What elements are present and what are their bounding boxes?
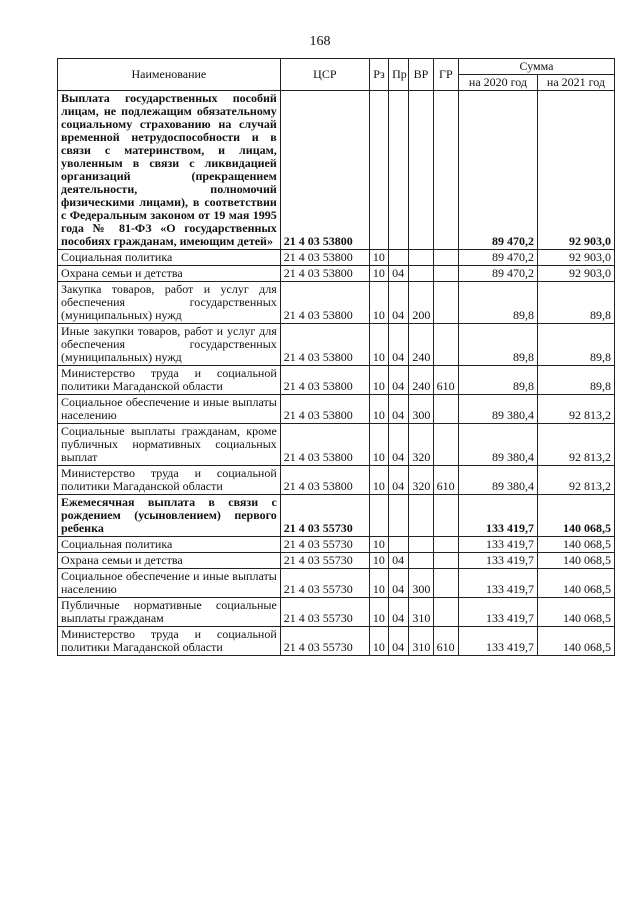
cell-vr: 300	[409, 569, 433, 598]
cell-amount-2020: 89 380,4	[458, 466, 537, 495]
header-rz: Рз	[369, 59, 388, 91]
cell-vr: 310	[409, 627, 433, 656]
cell-amount-2020: 133 419,7	[458, 598, 537, 627]
cell-amount-2021: 89,8	[537, 282, 614, 324]
cell-rz: 10	[369, 324, 388, 366]
cell-amount-2020: 89,8	[458, 366, 537, 395]
cell-rz: 10	[369, 569, 388, 598]
cell-name: Социальное обеспечение и иные выплаты населению	[58, 569, 281, 598]
cell-amount-2021: 140 068,5	[537, 569, 614, 598]
cell-rz: 10	[369, 395, 388, 424]
cell-pr: 04	[389, 266, 409, 282]
cell-pr	[389, 91, 409, 250]
table-row	[58, 466, 615, 495]
cell-name: Ежемесячная выплата в связи с рождением (усыновлением) первого ребенка	[58, 495, 281, 537]
table-row	[58, 250, 615, 266]
table-row	[58, 569, 615, 598]
cell-pr: 04	[389, 424, 409, 466]
cell-amount-2021: 92 903,0	[537, 91, 614, 250]
cell-gr	[433, 424, 458, 466]
cell-amount-2021: 140 068,5	[537, 553, 614, 569]
cell-gr: 610	[433, 627, 458, 656]
cell-rz	[369, 495, 388, 537]
cell-amount-2021: 89,8	[537, 366, 614, 395]
cell-amount-2020: 133 419,7	[458, 627, 537, 656]
cell-pr: 04	[389, 395, 409, 424]
cell-gr	[433, 569, 458, 598]
cell-rz: 10	[369, 627, 388, 656]
header-sum: Сумма	[458, 59, 614, 75]
cell-csr: 21 4 03 55730	[280, 598, 369, 627]
cell-name: Иные закупки товаров, работ и услуг для обеспечения государственных (муниципальных) нужд	[58, 324, 281, 366]
cell-csr: 21 4 03 55730	[280, 553, 369, 569]
cell-gr: 610	[433, 466, 458, 495]
cell-csr: 21 4 03 53800	[280, 324, 369, 366]
cell-pr: 04	[389, 466, 409, 495]
cell-pr: 04	[389, 598, 409, 627]
cell-amount-2021: 92 903,0	[537, 250, 614, 266]
cell-name: Социальное обеспечение и иные выплаты населению	[58, 395, 281, 424]
table-row	[58, 627, 615, 656]
cell-vr: 200	[409, 282, 433, 324]
cell-rz: 10	[369, 466, 388, 495]
table-body	[58, 91, 615, 656]
cell-pr: 04	[389, 366, 409, 395]
table-row	[58, 366, 615, 395]
cell-gr	[433, 537, 458, 553]
cell-amount-2021: 140 068,5	[537, 627, 614, 656]
cell-csr: 21 4 03 53800	[280, 424, 369, 466]
header-year-2021: на 2021 год	[537, 75, 614, 91]
header-pr: Пр	[389, 59, 409, 91]
cell-rz: 10	[369, 537, 388, 553]
table-row	[58, 324, 615, 366]
cell-rz: 10	[369, 266, 388, 282]
cell-name: Социальные выплаты гражданам, кроме публичных нормативных социальных выплат	[58, 424, 281, 466]
cell-pr: 04	[389, 324, 409, 366]
cell-vr: 240	[409, 324, 433, 366]
cell-csr: 21 4 03 53800	[280, 266, 369, 282]
cell-name: Охрана семьи и детства	[58, 266, 281, 282]
cell-pr: 04	[389, 627, 409, 656]
header-year-2020: на 2020 год	[458, 75, 537, 91]
table-row	[58, 537, 615, 553]
cell-rz: 10	[369, 424, 388, 466]
cell-csr: 21 4 03 53800	[280, 395, 369, 424]
cell-rz: 10	[369, 250, 388, 266]
cell-pr: 04	[389, 569, 409, 598]
cell-vr	[409, 553, 433, 569]
cell-amount-2021: 92 813,2	[537, 395, 614, 424]
cell-gr	[433, 495, 458, 537]
cell-vr	[409, 537, 433, 553]
cell-amount-2021: 140 068,5	[537, 598, 614, 627]
cell-gr	[433, 250, 458, 266]
cell-csr: 21 4 03 55730	[280, 569, 369, 598]
cell-name: Закупка товаров, работ и услуг для обеспечения государственных (муниципальных) нужд	[58, 282, 281, 324]
cell-csr: 21 4 03 55730	[280, 537, 369, 553]
cell-csr: 21 4 03 53800	[280, 250, 369, 266]
cell-amount-2021: 140 068,5	[537, 537, 614, 553]
cell-rz: 10	[369, 553, 388, 569]
cell-csr: 21 4 03 53800	[280, 366, 369, 395]
cell-amount-2020: 89,8	[458, 324, 537, 366]
table-row	[58, 266, 615, 282]
header-csr: ЦСР	[280, 59, 369, 91]
cell-vr: 320	[409, 424, 433, 466]
cell-name: Министерство труда и социальной политики Магаданской области	[58, 627, 281, 656]
cell-amount-2020: 89,8	[458, 282, 537, 324]
table-row	[58, 91, 615, 250]
cell-csr: 21 4 03 53800	[280, 91, 369, 250]
cell-pr: 04	[389, 282, 409, 324]
cell-gr	[433, 553, 458, 569]
cell-amount-2020: 133 419,7	[458, 553, 537, 569]
cell-amount-2020: 89 380,4	[458, 395, 537, 424]
cell-amount-2020: 89 470,2	[458, 266, 537, 282]
cell-name: Министерство труда и социальной политики Магаданской области	[58, 366, 281, 395]
header-name: Наименование	[58, 59, 281, 91]
cell-gr	[433, 395, 458, 424]
cell-amount-2021: 92 813,2	[537, 424, 614, 466]
cell-gr	[433, 282, 458, 324]
table-row	[58, 424, 615, 466]
cell-csr: 21 4 03 53800	[280, 282, 369, 324]
cell-rz: 10	[369, 598, 388, 627]
cell-vr	[409, 91, 433, 250]
cell-vr	[409, 495, 433, 537]
cell-rz	[369, 91, 388, 250]
cell-amount-2021: 140 068,5	[537, 495, 614, 537]
table-row	[58, 495, 615, 537]
table-row	[58, 598, 615, 627]
cell-amount-2020: 89 380,4	[458, 424, 537, 466]
header-gr: ГР	[433, 59, 458, 91]
cell-amount-2020: 133 419,7	[458, 495, 537, 537]
cell-pr	[389, 495, 409, 537]
table-row	[58, 395, 615, 424]
cell-name: Социальная политика	[58, 250, 281, 266]
header-vr: ВР	[409, 59, 433, 91]
cell-csr: 21 4 03 55730	[280, 627, 369, 656]
cell-name: Министерство труда и социальной политики Магаданской области	[58, 466, 281, 495]
cell-csr: 21 4 03 55730	[280, 495, 369, 537]
cell-vr: 310	[409, 598, 433, 627]
cell-amount-2020: 89 470,2	[458, 250, 537, 266]
cell-amount-2020: 133 419,7	[458, 537, 537, 553]
cell-gr	[433, 266, 458, 282]
table-row	[58, 282, 615, 324]
cell-name: Социальная политика	[58, 537, 281, 553]
cell-pr: 04	[389, 553, 409, 569]
cell-name: Публичные нормативные социальные выплаты гражданам	[58, 598, 281, 627]
cell-amount-2021: 89,8	[537, 324, 614, 366]
cell-name: Охрана семьи и детства	[58, 553, 281, 569]
budget-table	[57, 58, 615, 656]
cell-gr: 610	[433, 366, 458, 395]
cell-amount-2021: 92 813,2	[537, 466, 614, 495]
cell-amount-2020: 133 419,7	[458, 569, 537, 598]
header-row	[58, 59, 615, 75]
cell-vr: 240	[409, 366, 433, 395]
cell-rz: 10	[369, 282, 388, 324]
cell-pr	[389, 250, 409, 266]
cell-amount-2020: 89 470,2	[458, 91, 537, 250]
cell-vr	[409, 266, 433, 282]
cell-vr: 320	[409, 466, 433, 495]
cell-name: Выплата государственных пособий лицам, не подлежащим обязательному социальному страхованию на случай временной нетрудоспособности и в связи с материнством, и лицам, уволенным в связи с ликвидацией организаций (прекращением деятельности, полномочий физическими лицами), в соответствии с Федеральным законом от 19 мая 1995 года № 81-ФЗ «О государственных пособиях гражданам, имеющим детей»	[58, 91, 281, 250]
cell-gr	[433, 324, 458, 366]
cell-amount-2021: 92 903,0	[537, 266, 614, 282]
cell-gr	[433, 91, 458, 250]
cell-vr: 300	[409, 395, 433, 424]
cell-vr	[409, 250, 433, 266]
page-number: 168	[309, 34, 331, 49]
cell-rz: 10	[369, 366, 388, 395]
cell-csr: 21 4 03 53800	[280, 466, 369, 495]
table-row	[58, 553, 615, 569]
cell-pr	[389, 537, 409, 553]
cell-gr	[433, 598, 458, 627]
